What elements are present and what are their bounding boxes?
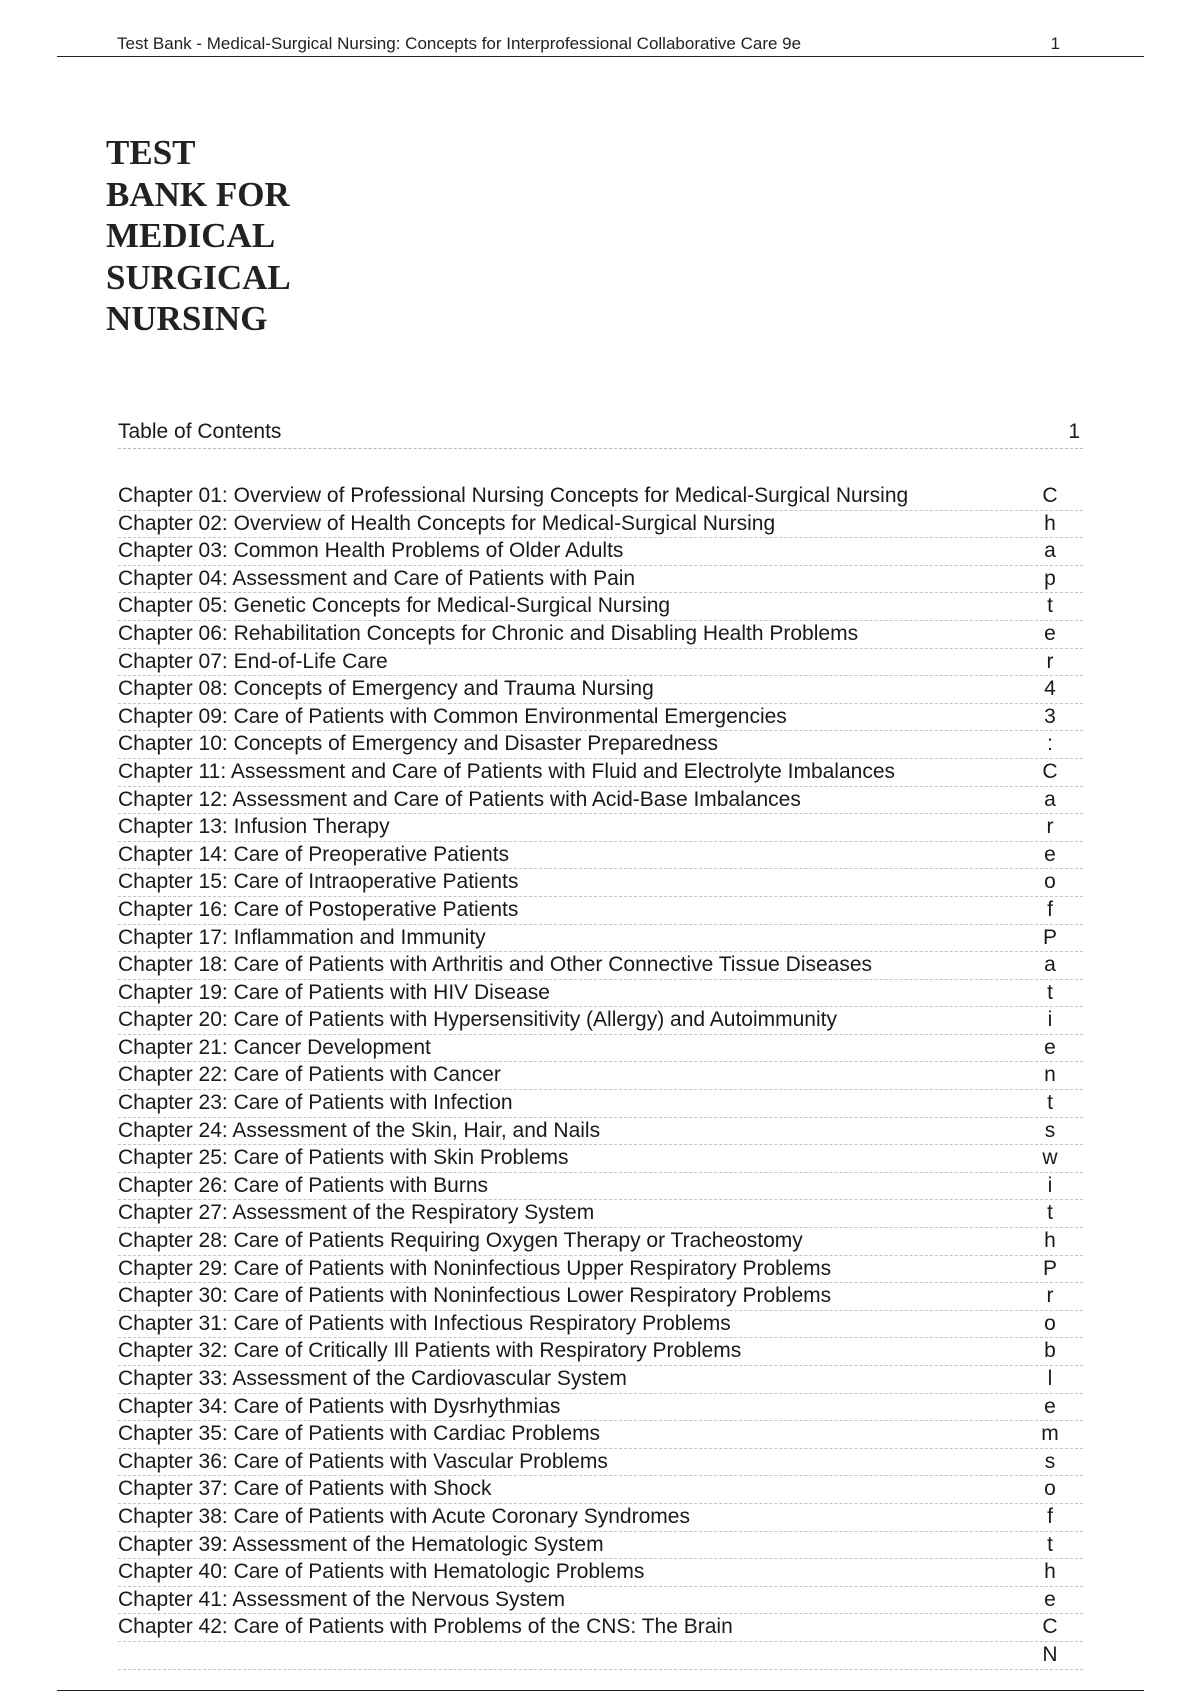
- toc-entry-label: Chapter 04: Assessment and Care of Patients with Pain: [118, 566, 636, 590]
- header-title: Test Bank - Medical-Surgical Nursing: Concepts for Interprofessional Collaborative Care 9e: [117, 34, 802, 53]
- toc-entry-page-char: a: [1044, 953, 1056, 977]
- toc-entry[interactable]: [118, 1614, 1083, 1642]
- toc-entry-page-char: n: [1044, 1063, 1056, 1087]
- toc-entry-page-char: t: [1047, 1532, 1053, 1556]
- toc-entry[interactable]: [118, 1559, 1083, 1587]
- toc-entry-label: Chapter 18: Care of Patients with Arthritis and Other Connective Tissue Diseases: [118, 953, 873, 977]
- toc-entry[interactable]: [118, 1394, 1083, 1422]
- toc-entry-label: Chapter 20: Care of Patients with Hypersensitivity (Allergy) and Autoimmunity: [118, 1008, 837, 1032]
- toc-entry[interactable]: [118, 1283, 1083, 1311]
- document-title-line: SURGICAL: [106, 257, 291, 297]
- toc-entry-label: Chapter 15: Care of Intraoperative Patients: [118, 870, 519, 894]
- toc-entry-page-char: r: [1046, 1284, 1054, 1308]
- toc-entry-label: Chapter 13: Infusion Therapy: [118, 815, 390, 839]
- toc-entry-page-char: 3: [1044, 704, 1056, 728]
- toc-entry-label: Chapter 36: Care of Patients with Vascular Problems: [118, 1449, 608, 1473]
- toc-entry-label: Chapter 28: Care of Patients Requiring Oxygen Therapy or Tracheostomy: [118, 1229, 803, 1253]
- toc-heading-row: [118, 420, 1083, 449]
- toc-entry[interactable]: [118, 483, 1083, 511]
- toc-entry-label: Chapter 06: Rehabilitation Concepts for Chronic and Disabling Health Problems: [118, 621, 859, 645]
- toc-entry-label: Chapter 41: Assessment of the Nervous System: [118, 1587, 566, 1611]
- toc-entry-label: Chapter 10: Concepts of Emergency and Disaster Preparedness: [118, 732, 718, 756]
- toc-entry[interactable]: [118, 511, 1083, 539]
- toc-entry-label: Chapter 12: Assessment and Care of Patients with Acid-Base Imbalances: [118, 787, 801, 811]
- toc-entry-page-char: e: [1044, 1035, 1056, 1059]
- toc-entry[interactable]: [118, 1173, 1083, 1201]
- toc-entry-page-char: e: [1044, 621, 1056, 645]
- toc-entry[interactable]: [118, 1587, 1083, 1615]
- toc-entry-page-char: :: [1047, 732, 1053, 756]
- toc-entry-page-char: i: [1047, 1173, 1053, 1197]
- toc-entry-page-char: C: [1042, 759, 1058, 783]
- toc-entry-page-char: o: [1044, 1311, 1056, 1335]
- toc-entry-page-char: C: [1042, 484, 1058, 507]
- toc-entry[interactable]: [118, 925, 1083, 953]
- toc-entry-page-char: e: [1044, 842, 1056, 866]
- toc-entry[interactable]: [118, 1200, 1083, 1228]
- toc-entry-label: Chapter 24: Assessment of the Skin, Hair, and Nails: [118, 1118, 601, 1142]
- toc-entry[interactable]: [118, 759, 1083, 787]
- toc-entry-label: Chapter 27: Assessment of the Respiratory System: [118, 1201, 595, 1225]
- toc-entry-label: Chapter 14: Care of Preoperative Patients: [118, 842, 510, 866]
- toc-entry-page-char: p: [1044, 566, 1056, 590]
- toc-entry-label: Chapter 23: Care of Patients with Infection: [118, 1091, 513, 1115]
- toc-entry[interactable]: [118, 980, 1083, 1008]
- toc-entry-label: Chapter 26: Care of Patients with Burns: [118, 1173, 489, 1197]
- toc-entry-label: Chapter 17: Inflammation and Immunity: [118, 925, 486, 949]
- toc-entry-page-char: 4: [1044, 677, 1056, 701]
- toc-entry[interactable]: [118, 1090, 1083, 1118]
- toc-entry-page-char: f: [1047, 897, 1053, 921]
- toc-entry-label: Chapter 35: Care of Patients with Cardiac Problems: [118, 1422, 601, 1446]
- header-page-number: 1: [1050, 34, 1060, 53]
- toc-entry-label: Chapter 32: Care of Critically Ill Patients with Respiratory Problems: [118, 1339, 742, 1363]
- toc-entry-label: Chapter 01: Overview of Professional Nursing Concepts for Medical-Surgical Nursing: [118, 484, 909, 507]
- toc-entry[interactable]: [118, 814, 1083, 842]
- toc-entry-page-char: h: [1044, 1560, 1056, 1584]
- toc-entry-page-char: a: [1044, 539, 1056, 563]
- toc-entry[interactable]: [118, 649, 1083, 677]
- toc-entry-page-char: o: [1044, 1477, 1056, 1501]
- toc-entry[interactable]: [118, 1449, 1083, 1477]
- toc-entry-page-char: l: [1047, 1367, 1053, 1390]
- document-title-line: NURSING: [106, 299, 268, 338]
- toc-heading[interactable]: Table of Contents: [118, 420, 282, 443]
- toc-entry-label: Chapter 21: Cancer Development: [118, 1035, 431, 1059]
- toc-entry[interactable]: [118, 1035, 1083, 1063]
- toc-entry-page-char: P: [1042, 1256, 1057, 1280]
- toc-entry[interactable]: [118, 1504, 1083, 1532]
- toc-entry[interactable]: [118, 1228, 1083, 1256]
- toc-entry-label: Chapter 22: Care of Patients with Cancer: [118, 1063, 501, 1087]
- toc-entry[interactable]: [118, 676, 1083, 704]
- toc-entry[interactable]: [118, 566, 1083, 594]
- toc-entry-page-char: h: [1044, 511, 1056, 535]
- toc-entry-page-char: m: [1041, 1422, 1059, 1446]
- toc-entry[interactable]: [118, 1256, 1083, 1284]
- toc-entry-page-char: t: [1047, 1201, 1053, 1225]
- toc-entry-page-char: i: [1047, 1008, 1053, 1032]
- toc-entry[interactable]: [118, 1338, 1083, 1366]
- toc-entry[interactable]: [118, 731, 1083, 759]
- toc-entry-page-char: b: [1044, 1339, 1056, 1363]
- document-title-line: BANK FOR: [106, 174, 290, 214]
- page-header: [57, 30, 1144, 57]
- toc-entry-label: Chapter 42: Care of Patients with Problems of the CNS: The Brain: [118, 1615, 733, 1639]
- toc-entry-page-char: a: [1044, 787, 1056, 811]
- toc-entry[interactable]: [118, 1062, 1083, 1090]
- toc-entry[interactable]: [118, 842, 1083, 870]
- toc-entry-label: Chapter 08: Concepts of Emergency and Trauma Nursing: [118, 677, 654, 701]
- document-title: [106, 132, 291, 340]
- toc-entry-page-char: s: [1044, 1118, 1056, 1142]
- toc-entry-label: Chapter 16: Care of Postoperative Patients: [118, 897, 519, 921]
- toc-entry-page-char: o: [1044, 870, 1056, 894]
- toc-entry-page-char: f: [1047, 1504, 1053, 1528]
- toc-entry-page-char: e: [1044, 1587, 1056, 1611]
- toc-entry[interactable]: [118, 538, 1083, 566]
- toc-heading-page: 1: [1068, 420, 1080, 443]
- toc-entry-label: Chapter 33: Assessment of the Cardiovascular System: [118, 1367, 627, 1390]
- toc-entry-label: Chapter 19: Care of Patients with HIV Disease: [118, 980, 550, 1004]
- toc-entry[interactable]: [118, 897, 1083, 925]
- toc-entry-label: Chapter 40: Care of Patients with Hematologic Problems: [118, 1560, 645, 1584]
- toc-entry-label: Chapter 25: Care of Patients with Skin Problems: [118, 1146, 569, 1170]
- toc-entry-label: Chapter 29: Care of Patients with Noninfectious Upper Respiratory Problems: [118, 1256, 832, 1280]
- toc-entry-page-char: r: [1046, 649, 1054, 673]
- toc-entry[interactable]: [118, 952, 1083, 980]
- toc-entry[interactable]: [118, 593, 1083, 621]
- toc-entry-label: Chapter 02: Overview of Health Concepts for Medical-Surgical Nursing: [118, 511, 776, 535]
- toc-entry-label: Chapter 39: Assessment of the Hematologic System: [118, 1532, 604, 1556]
- toc-entry-label: Chapter 09: Care of Patients with Common Environmental Emergencies: [118, 704, 787, 728]
- toc-entry-page-char: t: [1047, 1091, 1053, 1115]
- toc-entry-label: Chapter 05: Genetic Concepts for Medical-Surgical Nursing: [118, 594, 671, 618]
- toc-entry[interactable]: [118, 704, 1083, 732]
- toc-entry-label: Chapter 07: End-of-Life Care: [118, 649, 388, 673]
- toc-entry-page-char: h: [1044, 1229, 1056, 1253]
- toc-entry[interactable]: [118, 1118, 1083, 1146]
- toc-entry[interactable]: [118, 1366, 1083, 1394]
- toc-entry-page-char: w: [1042, 1146, 1058, 1170]
- toc-entry[interactable]: [118, 1421, 1083, 1449]
- table-of-contents: [118, 483, 1083, 1670]
- toc-entry-label: Chapter 31: Care of Patients with Infectious Respiratory Problems: [118, 1311, 731, 1335]
- toc-entry-label: Chapter 30: Care of Patients with Noninfectious Lower Respiratory Problems: [118, 1284, 832, 1308]
- toc-entry[interactable]: [118, 869, 1083, 897]
- toc-entry-label: Chapter 38: Care of Patients with Acute Coronary Syndromes: [118, 1504, 690, 1528]
- toc-entry-page-char: C: [1042, 1615, 1058, 1639]
- toc-entry-page-char: r: [1046, 815, 1054, 839]
- document-title-line: TEST: [106, 133, 196, 172]
- toc-entry[interactable]: [118, 1311, 1083, 1339]
- toc-entry-label: Chapter 37: Care of Patients with Shock: [118, 1477, 492, 1501]
- toc-entry-page-char: P: [1042, 925, 1057, 949]
- toc-entry-page-char: t: [1047, 980, 1053, 1004]
- toc-entry-page-char: s: [1044, 1449, 1056, 1473]
- toc-entry[interactable]: [118, 621, 1083, 649]
- toc-entry-label: Chapter 03: Common Health Problems of Older Adults: [118, 539, 624, 563]
- toc-entry[interactable]: [118, 787, 1083, 815]
- toc-entry-page-char: t: [1047, 594, 1053, 618]
- toc-entry-page-char: N: [1042, 1642, 1058, 1666]
- toc-entry-label: Chapter 11: Assessment and Care of Patients with Fluid and Electrolyte Imbalances: [118, 759, 896, 783]
- toc-entry[interactable]: [118, 1532, 1083, 1560]
- toc-entry[interactable]: [118, 1476, 1083, 1504]
- toc-entry-page-char: e: [1044, 1394, 1056, 1418]
- footer-rule: [57, 1690, 1144, 1691]
- toc-entry[interactable]: [118, 1145, 1083, 1173]
- toc-entry[interactable]: [118, 1007, 1083, 1035]
- toc-entry: [118, 1642, 1083, 1670]
- document-title-line: MEDICAL: [106, 216, 276, 255]
- toc-entry-label: Chapter 34: Care of Patients with Dysrhythmias: [118, 1394, 561, 1418]
